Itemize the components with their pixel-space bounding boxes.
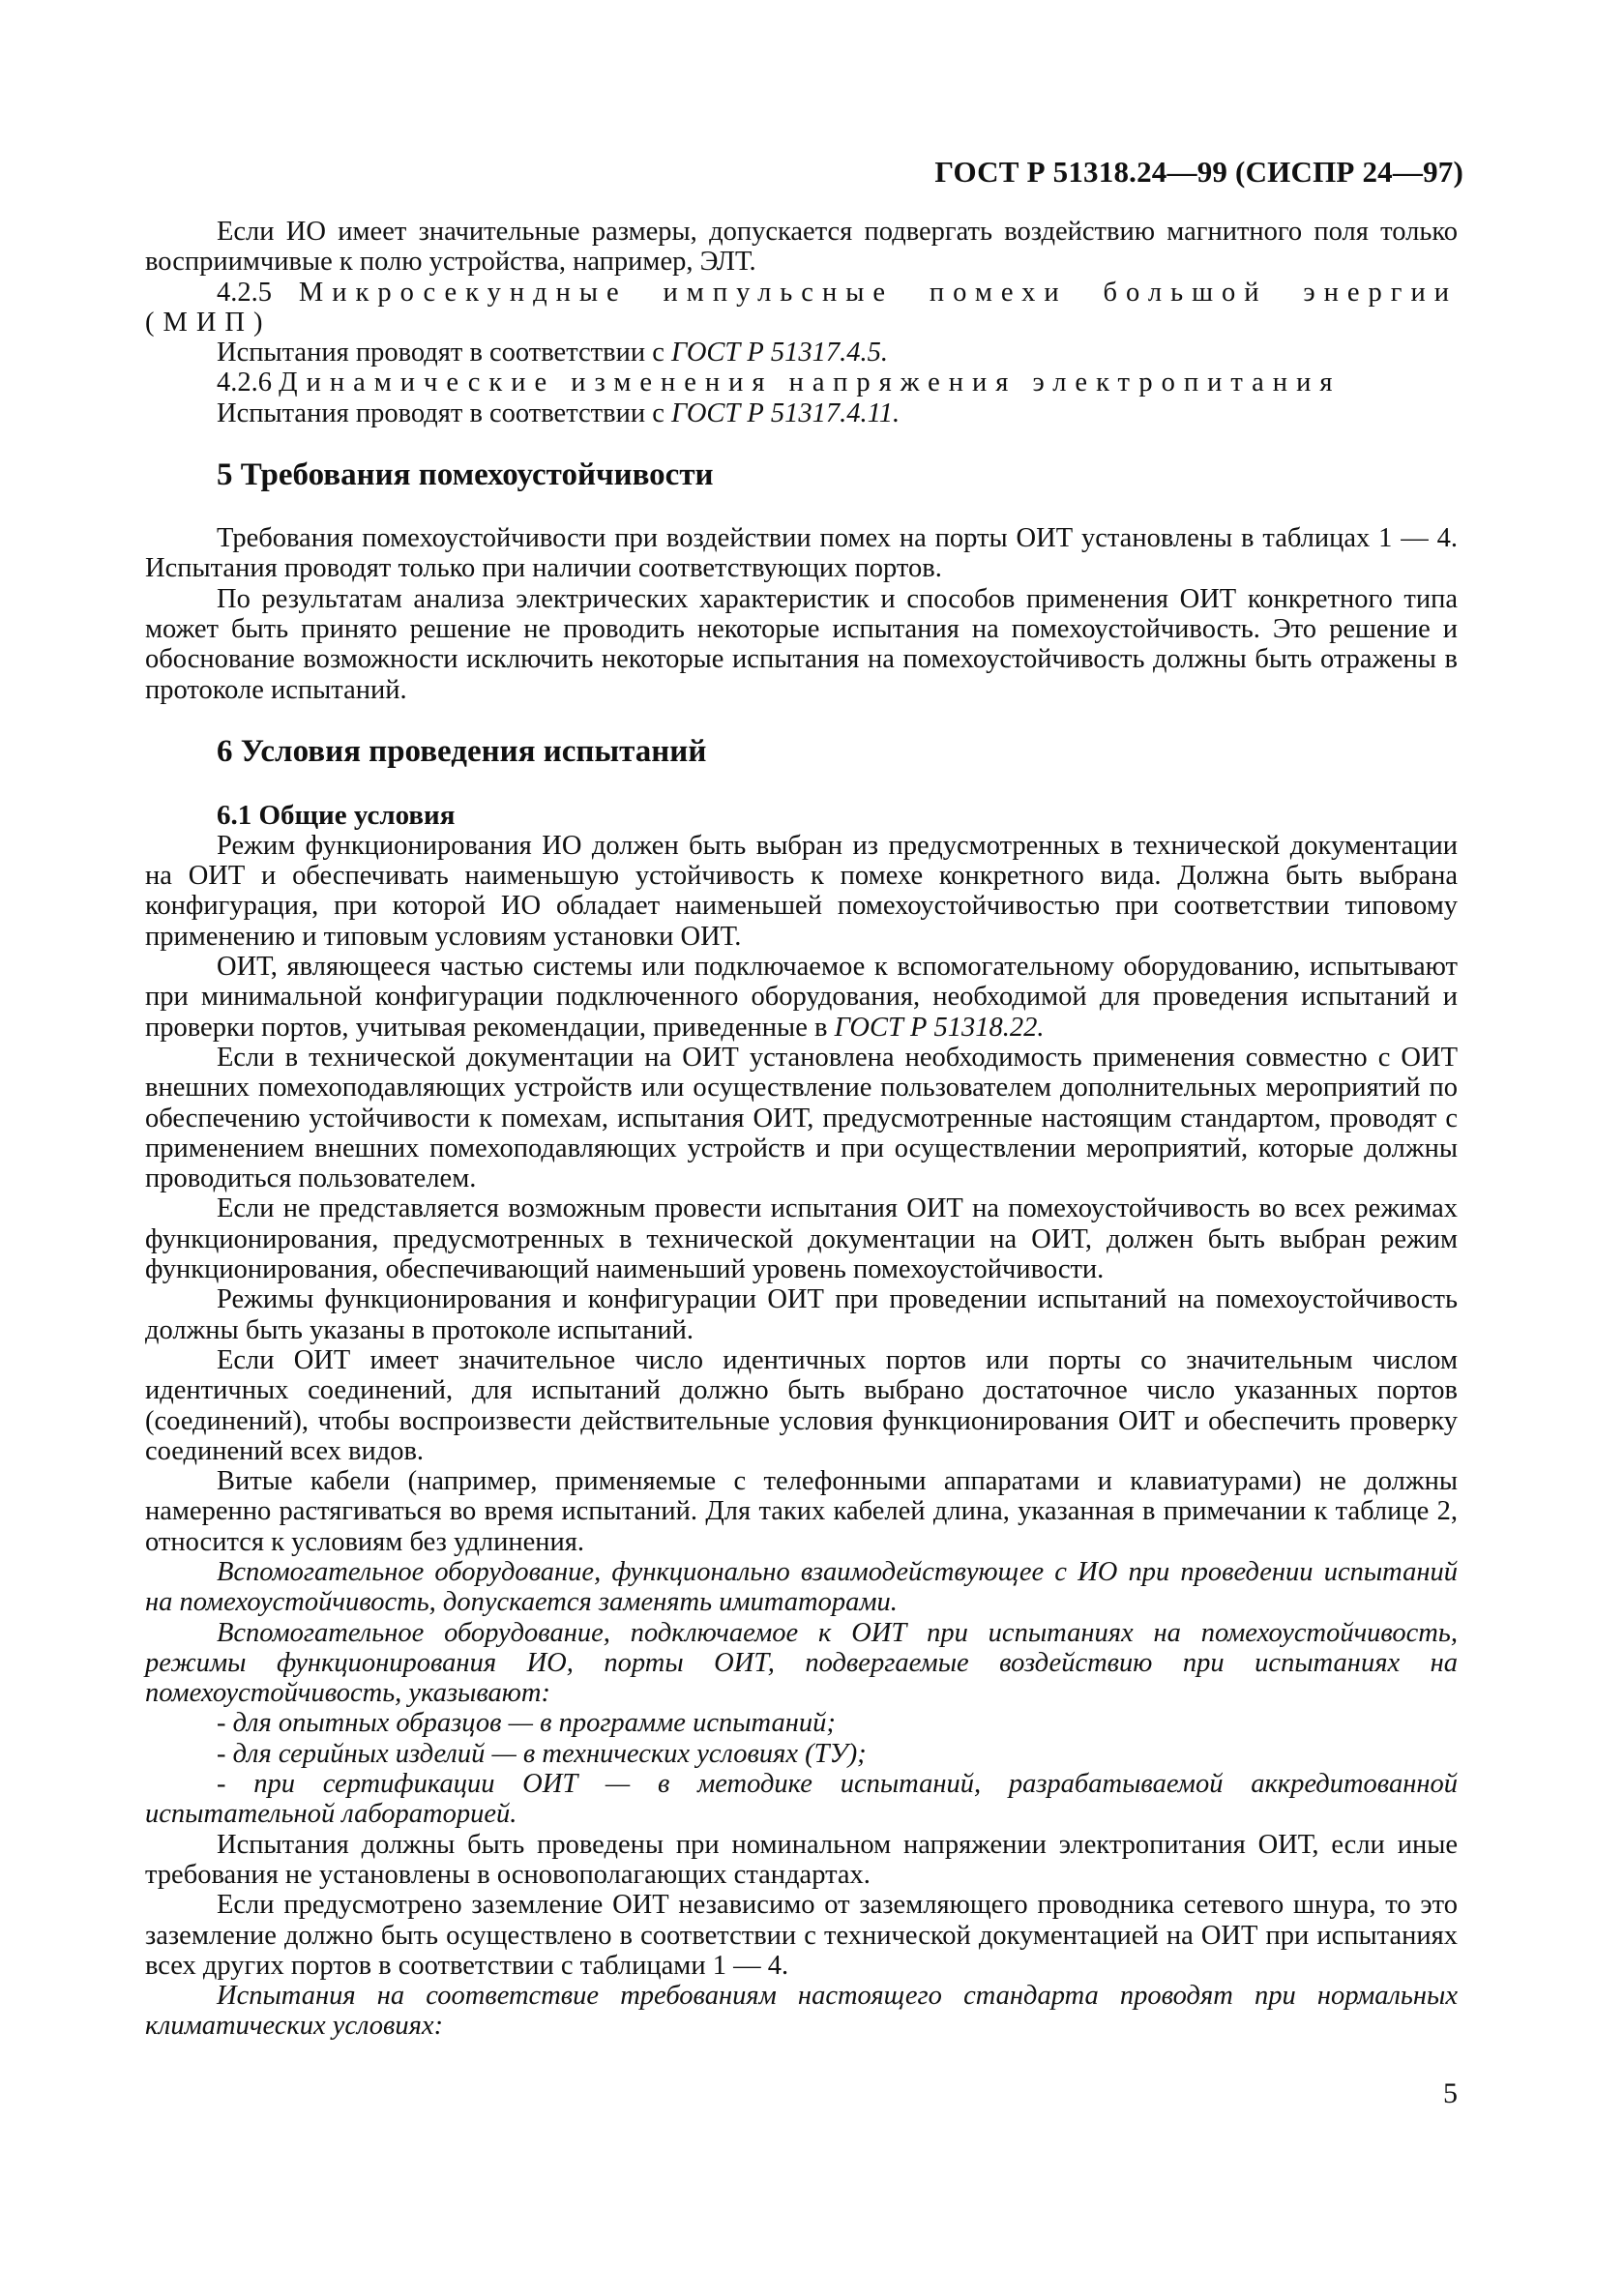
italic-note-3: Испытания на соответствие требованиям настоящего стандарта проводят при нормальных климатических условиях:	[145, 1981, 1458, 2042]
standard-code-header: ГОСТ Р 51318.24—99 (СИСПР 24—97)	[934, 155, 1463, 189]
section-title: Микросекундные импульсные помехи большой энергии (МИП)	[145, 277, 1458, 338]
section-6-paragraph-1: Режим функционирования ИО должен быть выбран из предусмотренных в технической документации на ОИТ и обеспечивать наименьшую устойчивость к помехе конкретного вида. Должна быть выбрана конфигурация, при которой ИО обладает наименьшей помехоустойчивостью при соответствии типовому применению и типовым условиям установки ОИТ.	[145, 830, 1458, 952]
section-4-2-6-title	[145, 368, 1458, 397]
section-4-2-5-text	[145, 338, 1458, 368]
standard-reference: ГОСТ Р 51317.4.11.	[670, 397, 901, 428]
page-number: 5	[1443, 2077, 1458, 2109]
section-number: 4.2.5	[217, 277, 272, 308]
standard-reference: ГОСТ Р 51317.4.5.	[670, 338, 889, 368]
paragraph-text: Испытания проводят в соответствии с	[217, 338, 664, 368]
section-5-heading: 5 Требования помехоустойчивости	[217, 457, 714, 493]
italic-note-2: Вспомогательное оборудование, подключаемое к ОИТ при испытаниях на помехоустойчивость, режимы функционирования ИО, порты ОИТ, подвергаемые воздействию при испытаниях на помехоустойчивость, указывают:	[145, 1617, 1458, 1709]
section-6-heading: 6 Условия проведения испытаний	[217, 733, 707, 769]
section-6-paragraph-8: Испытания должны быть проведены при номинальном напряжении электропитания ОИТ, если иные требования не установлены в основополагающих стандартах.	[145, 1829, 1458, 1890]
section-6-paragraph-2	[145, 952, 1458, 1043]
section-4-2-5-title	[145, 278, 1458, 339]
paragraph-text: Испытания проводят в соответствии с	[217, 397, 664, 428]
italic-note-1: Вспомогательное оборудование, функционально взаимодействующее с ИО при проведении испытаний на помехоустойчивость, допускается заменять имитаторами.	[145, 1556, 1458, 1618]
subsection-6-1-heading: 6.1 Общие условия	[217, 799, 456, 831]
list-item: - при сертификации ОИТ — в методике испытаний, разрабатываемой аккредитованной испытательной лабораторией.	[145, 1769, 1458, 1830]
paragraph-io-large: Если ИО имеет значительные размеры, допускается подвергать воздействию магнитного поля только восприимчивые к полю устройства, например, ЭЛТ.	[145, 217, 1458, 278]
list-item: - для серийных изделий — в технических условиях (ТУ);	[217, 1738, 867, 1769]
list-item: - для опытных образцов — в программе испытаний;	[217, 1708, 836, 1739]
section-6-paragraph-9: Если предусмотрено заземление ОИТ независимо от заземляющего проводника сетевого шнура, то это заземление должно быть осуществлено в соответствии с технической документацией на ОИТ при испытаниях всех других портов в соответствии с таблицами 1 — 4.	[145, 1890, 1458, 1981]
page-content	[145, 217, 1458, 2042]
standard-reference: ГОСТ Р 51318.22.	[834, 1012, 1045, 1043]
section-6-paragraph-3: Если в технической документации на ОИТ установлена необходимость применения совместно с ОИТ внешних помехоподавляющих устройств или осуществление пользователем дополнительных мероприятий по обеспечению устойчивости к помехам, испытания ОИТ, предусмотренные настоящим стандартом, проводят с применением внешних помехоподавляющих устройств и при осуществлении мероприятий, которые должны проводиться пользователем.	[145, 1042, 1458, 1194]
paragraph-text: ОИТ, являющееся частью системы или подключаемое к вспомогательному оборудованию, испытывают при минимальной конфигурации подключенного оборудования, необходимой для проведения испытаний и проверки портов, учитывая рекомендации, приведенные в	[145, 952, 1458, 1043]
section-4-2-6-text	[145, 398, 1458, 428]
section-6-paragraph-4: Если не представляется возможным провести испытания ОИТ на помехоустойчивость во всех режимах функционирования, предусмотренных в технической документации на ОИТ, должен быть выбран режим функционирования, обеспечивающий наименьший уровень помехоустойчивости.	[145, 1193, 1458, 1285]
section-title: Динамические изменения напряжения электропитания	[279, 368, 1342, 398]
section-5-paragraph-1: Требования помехоустойчивости при воздействии помех на порты ОИТ установлены в таблицах 1 — 4. Испытания проводят только при наличии соответствующих портов.	[145, 523, 1458, 584]
section-6-paragraph-6: Если ОИТ имеет значительное число идентичных портов или порты со значительным числом идентичных соединений, для испытаний должно быть выбрано достаточное число указанных портов (соединений), чтобы воспроизвести действительные условия функционирования ОИТ и обеспечить проверку соединений всех видов.	[145, 1344, 1458, 1466]
section-number: 4.2.6	[217, 368, 272, 398]
section-6-paragraph-5: Режимы функционирования и конфигурации ОИТ при проведении испытаний на помехоустойчивость должны быть указаны в протоколе испытаний.	[145, 1284, 1458, 1345]
section-5-paragraph-2: По результатам анализа электрических характеристик и способов применения ОИТ конкретного типа может быть принято решение не проводить некоторые испытания на помехоустойчивость. Это решение и обоснование возможности исключить некоторые испытания на помехоустойчивость должны быть отражены в протоколе испытаний.	[145, 583, 1458, 705]
section-6-paragraph-7: Витые кабели (например, применяемые с телефонными аппаратами и клавиатурами) не должны намеренно растягиваться во время испытаний. Для таких кабелей длина, указанная в примечании к таблице 2, относится к условиям без удлинения.	[145, 1466, 1458, 1557]
